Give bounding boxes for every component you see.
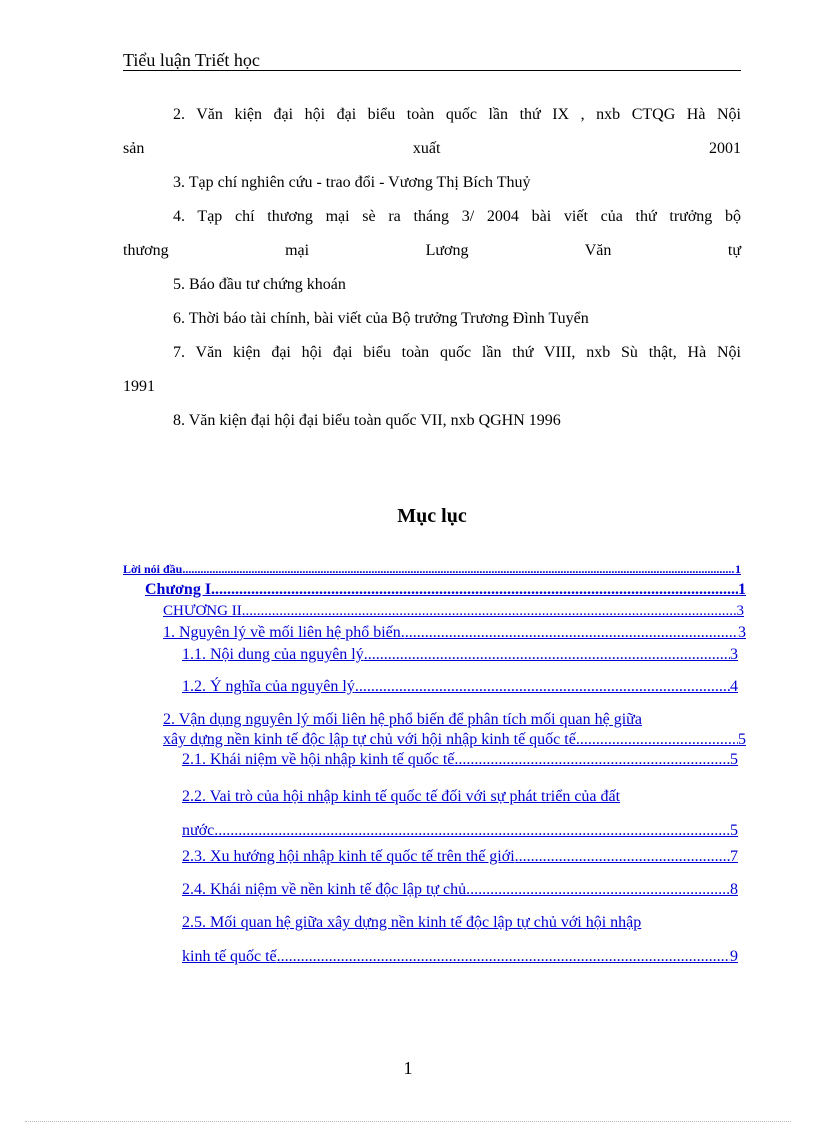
page-bottom-divider [25,1121,791,1122]
toc-entry-2-3[interactable]: 2.3. Xu hướng hội nhập kinh tế quốc tế trên thế giới ..... 7 [182,847,738,867]
toc-entry-2-2-line1: 2.2. Vai trò của hội nhập kinh tế quốc tế đối với sự phát triển của đất [182,788,621,805]
reference-item: 6. Thời báo tài chính, bài viết của Bộ trưởng Trương Đình Tuyển [173,310,589,327]
toc-entry-2-line1: 2. Vận dụng nguyên lý mối liên hệ phổ biến để phân tích mối quan hệ giữa [163,711,642,728]
toc-entry-1[interactable]: 1. Nguyên lý về mối liên hệ phổ biến. ..... 3 [163,623,746,643]
toc-entry-2-1[interactable]: 2.1. Khái niệm về hội nhập kinh tế quốc tế ..... 5 [182,750,738,770]
reference-item: 3. Tạp chí nghiên cứu - trao đổi - Vương Thị Bích Thuỷ [173,174,531,191]
toc-entry-1-2[interactable]: 1.2. Ý nghĩa của nguyên lý ..... 4 [182,677,738,697]
reference-item: 5. Báo đầu tư chứng khoán [173,276,346,293]
toc-entry-2-2-line2: nước. ..... 5 [182,814,738,848]
reference-item: 7. Văn kiện đại hội đại biểu toàn quốc lần thứ VIII, nxb Sù thật, Hà Nội 1991 [123,344,741,395]
toc-entry-intro[interactable]: Lời nói đầu ..... 1 [123,561,741,577]
toc-entry-chapter-1[interactable]: Chương I ..... 1 [145,580,746,600]
header-title: Tiểu luận Triết học [123,50,260,70]
toc-entry-2[interactable] [163,710,746,750]
toc-entry-chapter-2[interactable]: CHƯƠNG II ..... 3 [163,601,744,621]
toc-entry-1-1[interactable]: 1.1. Nội dung của nguyên lý ..... 3 [182,645,738,665]
toc-entry-2-5-line1: 2.5. Mối quan hệ giữa xây dựng nền kinh tế độc lập tự chủ với hội nhập [182,914,642,931]
page-header [123,50,741,71]
toc-entry-2-line2: xây dựng nền kinh tế độc lập tự chủ với hội nhập kinh tế quốc tế ..... 5 [163,730,746,750]
toc-entry-2-4[interactable]: 2.4. Khái niệm về nền kinh tế độc lập tự chủ ..... 8 [182,880,738,900]
toc-title: Mục lục [397,505,467,527]
references-list [123,98,741,438]
reference-item: 8. Văn kiện đại hội đại biểu toàn quốc VII, nxb QGHN 1996 [173,412,561,429]
toc-entry-2-2[interactable] [182,780,738,848]
reference-item: 2. Văn kiện đại hội đại biểu toàn quốc lần thứ IX , nxb CTQG Hà Nội sản xuất 2001 [123,106,741,157]
toc-entry-2-5[interactable] [182,906,738,974]
reference-item: 4. Tạp chí thương mại sè ra tháng 3/ 2004 bài viết của thứ trưởng bộ thương mại Lương Văn tự [123,208,741,259]
toc-entry-2-5-line2: kinh tế quốc tế ..... 9 [182,940,738,974]
page-number: 1 [403,1058,413,1078]
